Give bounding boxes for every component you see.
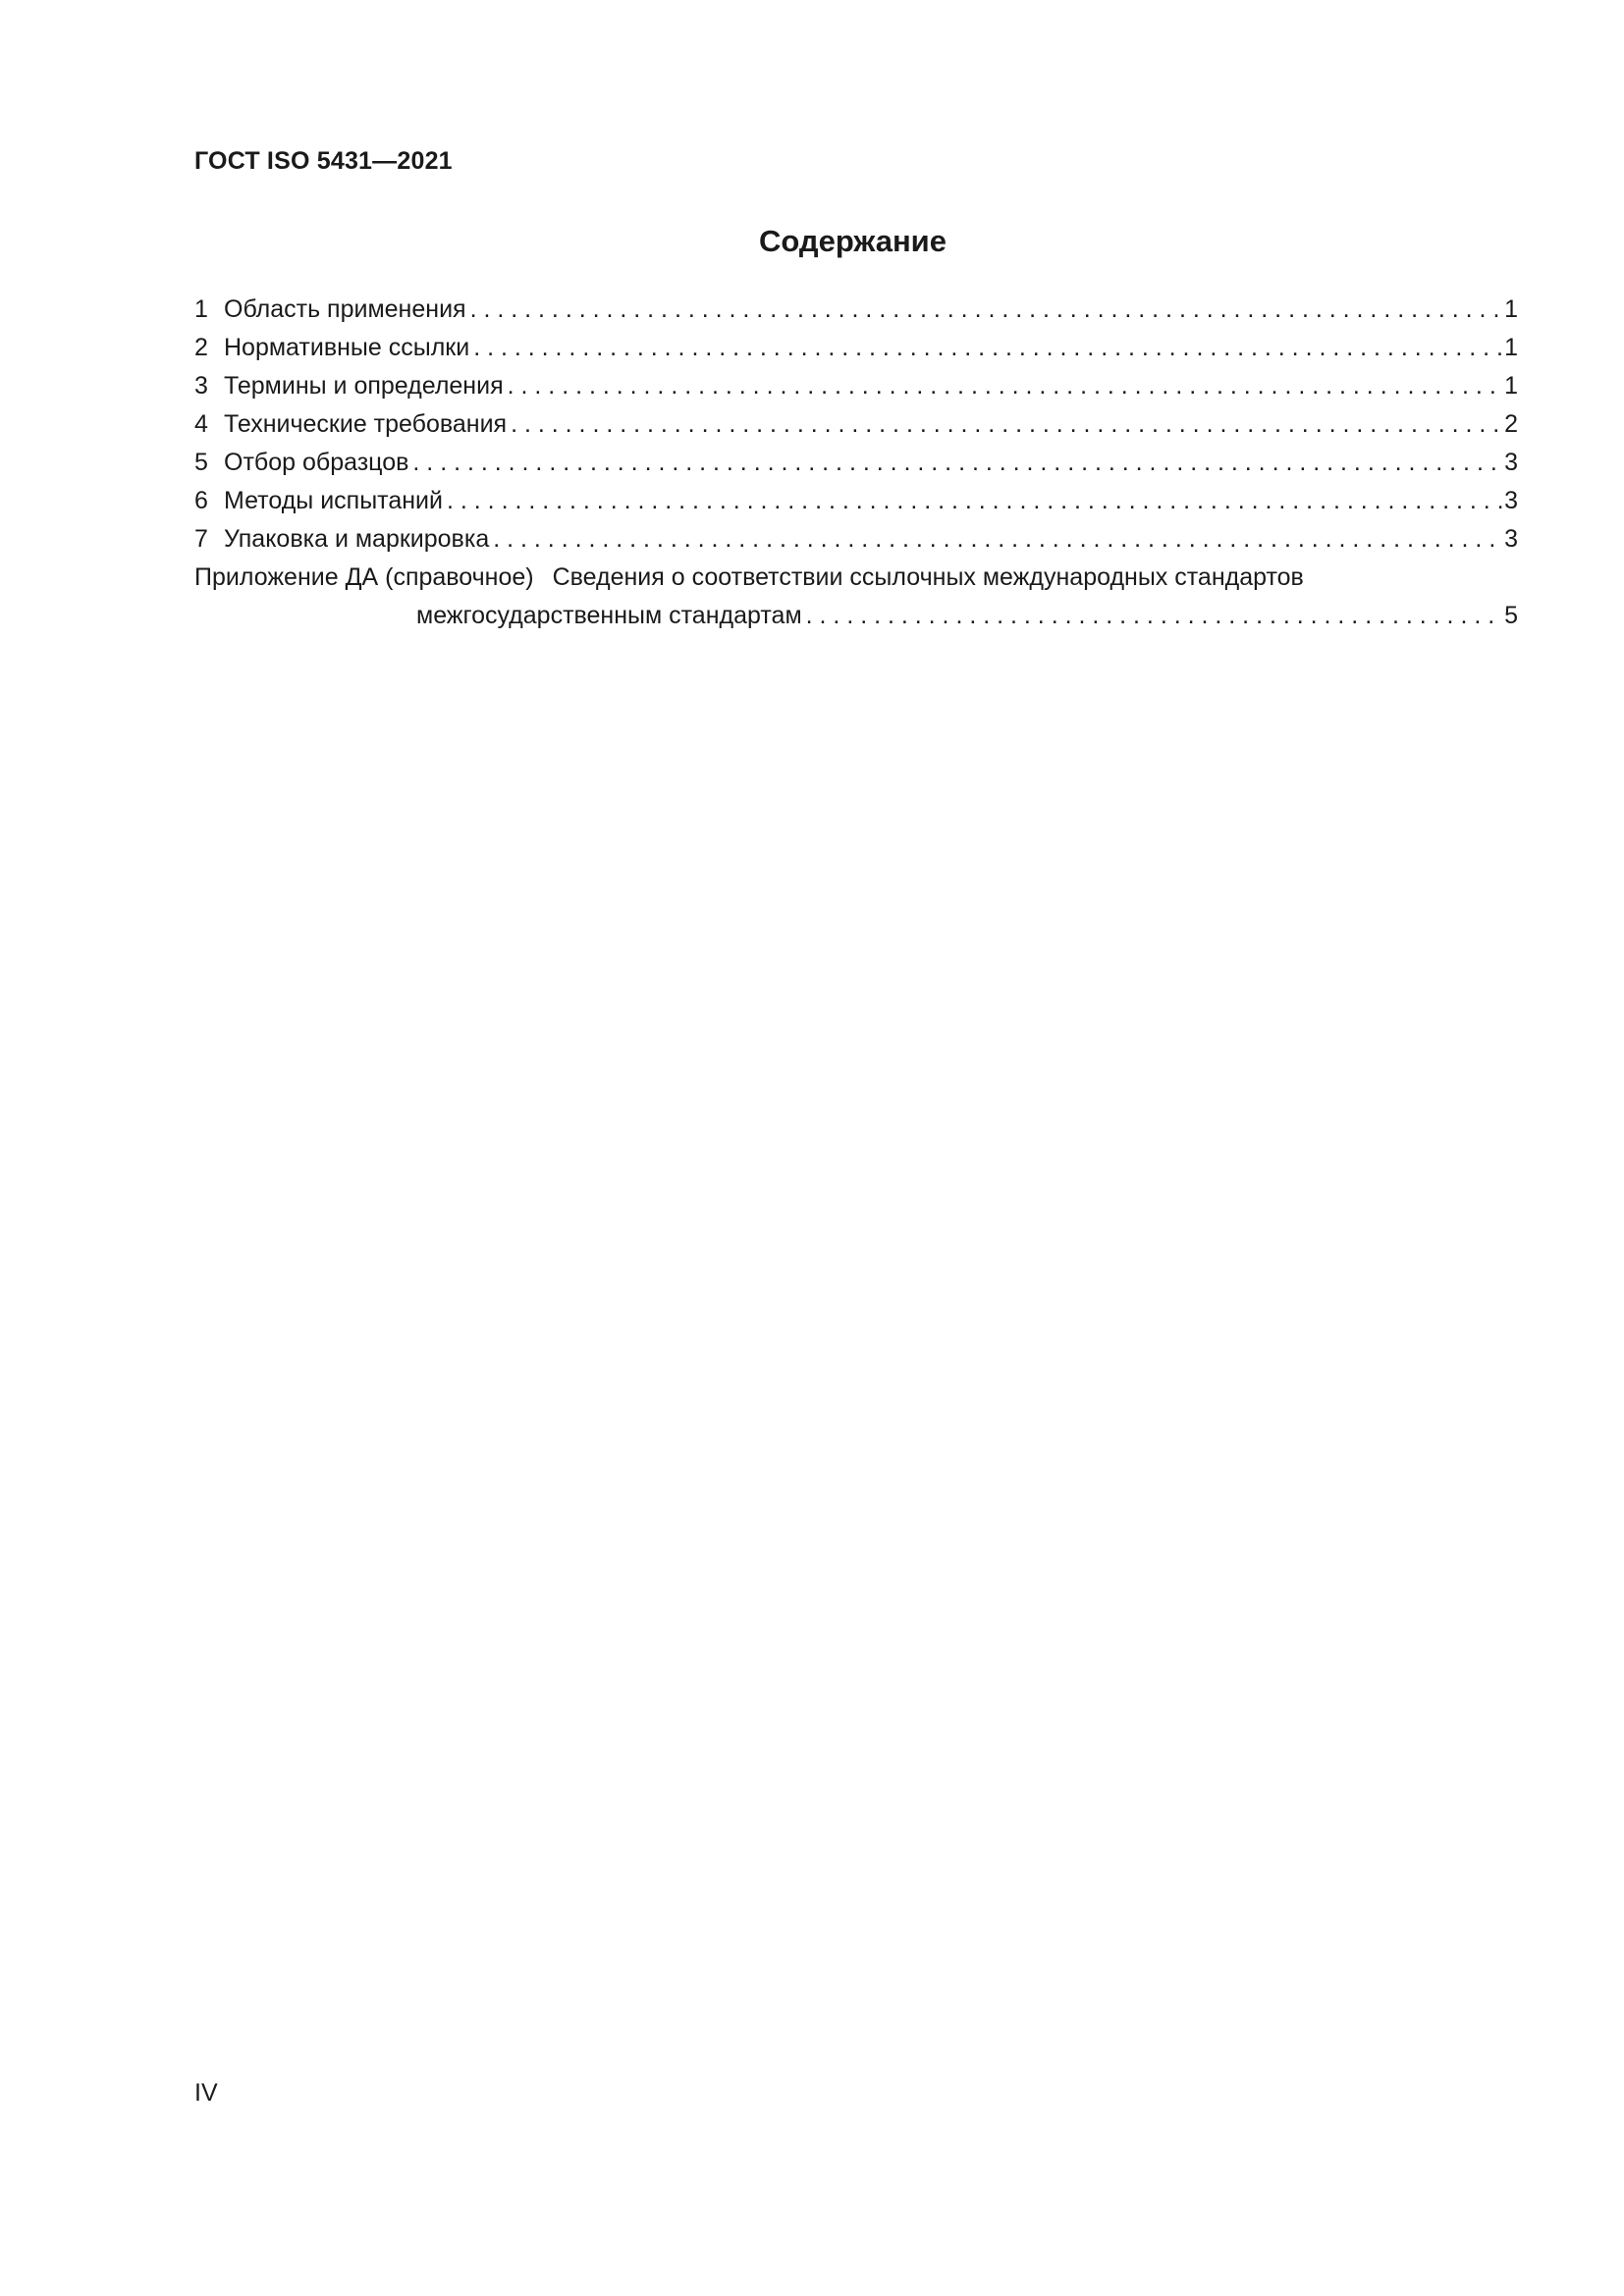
toc-entry-number: 7 (194, 525, 208, 553)
toc-leader-dots (412, 444, 1502, 482)
toc-entry-label: Методы испытаний (224, 487, 443, 514)
toc-entry-number: 5 (194, 449, 208, 476)
toc-leader-dots (447, 482, 1502, 520)
annex-title-line2: межгосударственным стандартам (416, 602, 802, 629)
toc-entry-label: Технические требования (224, 410, 508, 438)
toc-entry-page: 3 (1504, 525, 1518, 553)
toc-leader-dots (511, 405, 1502, 444)
toc-entry-page: 1 (1504, 372, 1518, 400)
toc-leader-dots (493, 520, 1502, 559)
toc-entry-number: 4 (194, 410, 208, 438)
toc-entry-page: 3 (1504, 487, 1518, 514)
toc-annex-entry[interactable] (194, 559, 1518, 597)
toc-entry-4[interactable] (194, 405, 1518, 444)
toc-entry-number: 6 (194, 487, 208, 514)
toc-entry-label: Область применения (224, 295, 466, 323)
toc-entry-label: Упаковка и маркировка (224, 525, 490, 553)
toc-entry-page: 1 (1504, 334, 1518, 361)
toc-entry-number: 2 (194, 334, 208, 361)
toc-annex-continuation[interactable] (194, 597, 1518, 635)
toc-entry-2[interactable] (194, 329, 1518, 367)
toc-entry-label: Термины и определения (224, 372, 504, 400)
toc-entry-label: Нормативные ссылки (224, 334, 470, 361)
toc-leader-dots (806, 597, 1502, 635)
document-id: ГОСТ ISO 5431—2021 (194, 147, 453, 175)
annex-title-line1: Сведения о соответствии ссылочных международных стандартов (552, 563, 1304, 591)
page-number: IV (194, 2079, 218, 2107)
toc-entry-7[interactable] (194, 520, 1518, 559)
annex-prefix: Приложение ДА (справочное) (194, 563, 534, 591)
toc-leader-dots (508, 367, 1502, 405)
toc-entry-number: 3 (194, 372, 208, 400)
toc-leader-dots (473, 329, 1502, 367)
toc-entry-label: Отбор образцов (224, 449, 409, 476)
toc-entry-page: 3 (1504, 449, 1518, 476)
toc-entry-number: 1 (194, 295, 208, 323)
toc-leader-dots (470, 291, 1503, 329)
toc-entry-6[interactable] (194, 482, 1518, 520)
toc-entry-page: 5 (1504, 602, 1518, 629)
toc-entry-page: 1 (1504, 295, 1518, 323)
toc-title: Содержание (759, 224, 947, 258)
toc-entry-5[interactable] (194, 444, 1518, 482)
toc-entry-page: 2 (1504, 410, 1518, 438)
toc-entry-3[interactable] (194, 367, 1518, 405)
table-of-contents (194, 291, 1518, 635)
toc-entry-1[interactable] (194, 291, 1518, 329)
